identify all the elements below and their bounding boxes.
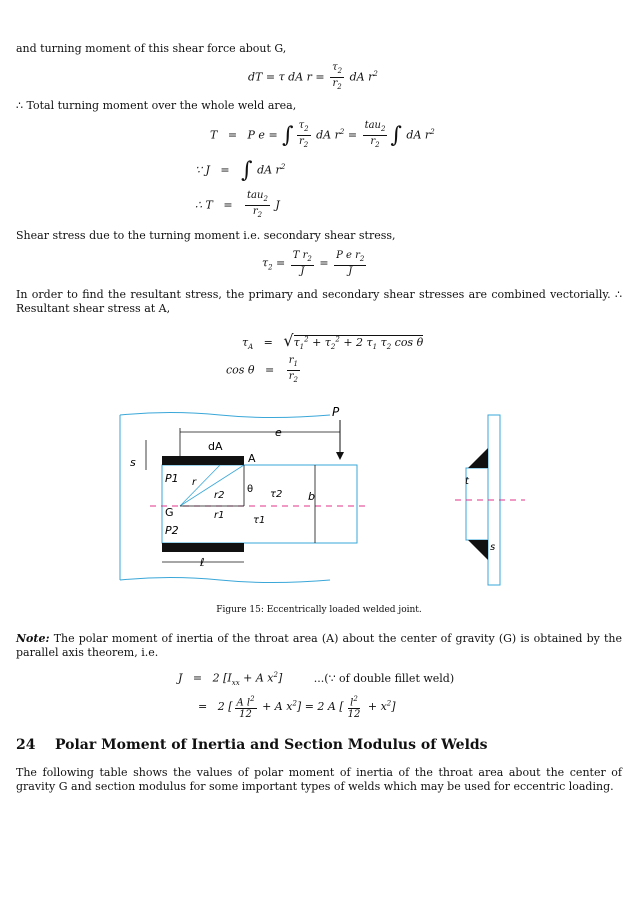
- label-A: A: [248, 452, 256, 465]
- equation-J-parallel: J = 2 [$I_{xx} + A$ $x^2$] ...(∵ of double fillet weld): [178, 671, 455, 687]
- welded-joint-figure: [110, 400, 530, 600]
- note-text: The polar moment of inertia of the throat area (A) about the center of gravity (G) is obtained by the parallel axis theorem, i.e.: [16, 632, 622, 659]
- equation-J: ∵ J = ∫ dA $r^2$: [195, 158, 286, 183]
- note-paragraph: [16, 632, 622, 660]
- label-tau2: τ2: [270, 489, 283, 500]
- label-r: r: [192, 477, 197, 488]
- equation-T-J: ∴ T = $\frac{tau_2}{r_2}$ J: [195, 190, 280, 219]
- label-b: b: [308, 490, 315, 503]
- section-paragraph: The following table shows the values of polar moment of inertia of the throat area about the center of gravity G and section modulus for some important types of welds which may be used for eccentric loading.: [16, 766, 622, 793]
- label-l: ℓ: [200, 556, 205, 569]
- bottom-weld: [162, 543, 244, 552]
- double-fillet-note: ...(∵ of double fillet weld): [313, 671, 455, 685]
- label-P1: P1: [165, 472, 179, 485]
- label-G: G: [165, 506, 174, 519]
- equation-tau2: $\tau_2$ = $\frac{T r_2}{J}$ = $\frac{P e r_2}{J}$: [262, 250, 365, 277]
- equation-cos: cos θ = $\frac{r_1}{r_2}$: [226, 355, 298, 384]
- resultant-paragraph: In order to find the resultant stress, the primary and secondary shear stresses are combined vectorially. ∴ Resultant shear stress at A,: [16, 288, 622, 315]
- section-title: Polar Moment of Inertia and Section Modulus of Welds: [54, 737, 488, 753]
- label-e: e: [275, 426, 282, 439]
- label-P: P: [332, 405, 340, 419]
- label-P2: P2: [165, 524, 179, 537]
- label-s: s: [130, 456, 136, 469]
- equation-J-expanded: = 2 [ $\frac{A l^2}{12}$ + A $x^2] = 2$ A [ $\frac{l^2}{12}$ + $x^2$]: [198, 695, 396, 721]
- label-theta: θ: [247, 484, 254, 495]
- section-heading: [16, 737, 488, 753]
- label-s-side: s: [490, 542, 496, 553]
- label-dA: dA: [208, 440, 223, 453]
- equation-dT: dT = τ dA r = $\frac{\tau_2}{r_2}$ dA $r^2$: [248, 62, 378, 91]
- label-r2: r2: [214, 490, 225, 501]
- label-r1: r1: [214, 510, 225, 521]
- equation-tauA: $\tau_A = √\tau_1^2 + \tau_2^2 + 2$ $\tau_1$ $\tau_2$ cos θ: [242, 331, 424, 352]
- label-t: t: [465, 476, 469, 487]
- equation-T: T = P e = ∫ $\frac{\tau_2}{r_2}$ dA $r^2$ = $\frac{tau_2}{r_2}$ ∫ dA $r^2$: [210, 120, 435, 149]
- label-tau1: τ1: [253, 515, 266, 526]
- total-moment-text: ∴ Total turning moment over the whole weld area,: [16, 99, 297, 112]
- note-label: Note:: [16, 632, 50, 645]
- intro-text: and turning moment of this shear force about G,: [16, 42, 287, 55]
- secondary-shear-text: Shear stress due to the turning moment i.e. secondary shear stress,: [16, 229, 396, 242]
- section-number: 24: [16, 737, 36, 753]
- top-weld: [162, 456, 244, 465]
- figure-caption: Figure 15: Eccentrically loaded welded joint.: [216, 605, 422, 615]
